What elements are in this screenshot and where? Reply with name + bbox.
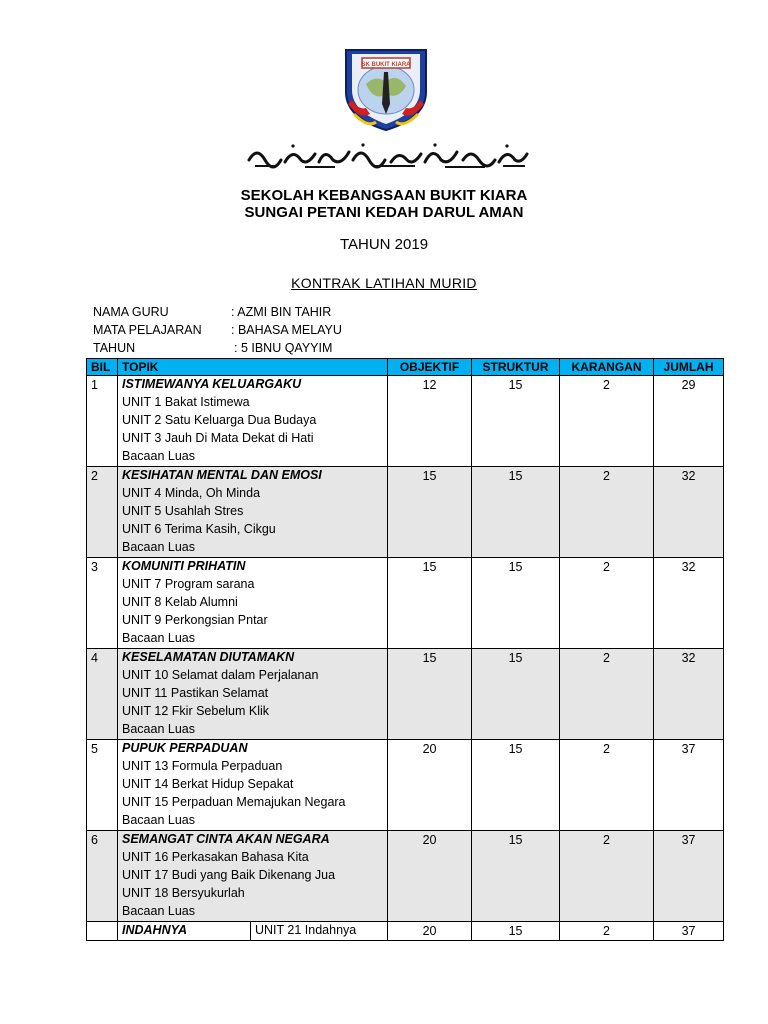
school-name: SEKOLAH KEBANGSAAN BUKIT KIARA [240, 187, 528, 204]
cell-topik [118, 649, 388, 740]
cell-bil: 6 [87, 831, 118, 922]
cell-topik [118, 831, 388, 922]
cell-jumlah: 29 [654, 376, 724, 467]
info-label: MATA PELAJARAN [93, 323, 202, 337]
cell-topik [118, 558, 388, 649]
cell-karangan: 2 [560, 467, 654, 558]
cell-karangan: 2 [560, 558, 654, 649]
table-row [87, 922, 724, 941]
cell-jumlah: 37 [654, 922, 724, 941]
table-row [87, 376, 724, 467]
unit-item: UNIT 21 Indahnya [255, 923, 357, 937]
unit-item: UNIT 4 Minda, Oh Minda [122, 486, 261, 500]
cell-topik [118, 376, 388, 467]
table-header-row [87, 359, 724, 376]
contract-title: KONTRAK LATIHAN MURID [291, 275, 477, 291]
cell-bil: 3 [87, 558, 118, 649]
header-bil: BIL [87, 359, 118, 376]
cell-jumlah: 37 [654, 831, 724, 922]
unit-item: Bacaan Luas [122, 449, 195, 463]
unit-item: UNIT 13 Formula Perpaduan [122, 759, 283, 773]
unit-item: UNIT 3 Jauh Di Mata Dekat di Hati [122, 431, 314, 445]
unit-item: UNIT 5 Usahlah Stres [122, 504, 244, 518]
info-label: TAHUN [93, 341, 136, 355]
cell-bil: 4 [87, 649, 118, 740]
cell-struktur: 15 [472, 467, 560, 558]
unit-item: UNIT 10 Selamat dalam Perjalanan [122, 668, 319, 682]
theme-title: PUPUK PERPADUAN [122, 741, 248, 755]
theme-title: INDAHNYA [122, 923, 188, 937]
info-subject [93, 323, 342, 337]
table-row [87, 467, 724, 558]
cell-karangan: 2 [560, 740, 654, 831]
unit-item: UNIT 8 Kelab Alumni [122, 595, 238, 609]
cell-objektif: 15 [388, 467, 472, 558]
cell-objektif: 20 [388, 922, 472, 941]
cell-objektif: 20 [388, 831, 472, 922]
info-value: : 5 IBNU QAYYIM [234, 341, 333, 355]
contract-table [86, 358, 724, 941]
cell-objektif: 12 [388, 376, 472, 467]
header-karangan: KARANGAN [560, 359, 654, 376]
cell-jumlah: 32 [654, 467, 724, 558]
cell-bil: 1 [87, 376, 118, 467]
info-value: : AZMI BIN TAHIR [231, 305, 332, 319]
header-objektif: OBJEKTIF [388, 359, 472, 376]
cell-unit [251, 922, 388, 941]
info-value: : BAHASA MELAYU [231, 323, 342, 337]
theme-title: SEMANGAT CINTA AKAN NEGARA [122, 832, 330, 846]
cell-objektif: 15 [388, 558, 472, 649]
unit-item: Bacaan Luas [122, 722, 195, 736]
cell-struktur: 15 [472, 376, 560, 467]
cell-topik [118, 922, 251, 941]
unit-item: UNIT 12 Fkir Sebelum Klik [122, 704, 270, 718]
cell-bil: 5 [87, 740, 118, 831]
unit-item: UNIT 6 Terima Kasih, Cikgu [122, 522, 276, 536]
unit-item: Bacaan Luas [122, 813, 195, 827]
theme-title: KESELAMATAN DIUTAMAKN [122, 650, 295, 664]
cell-jumlah: 32 [654, 558, 724, 649]
cell-objektif: 20 [388, 740, 472, 831]
cell-bil: 2 [87, 467, 118, 558]
cell-karangan: 2 [560, 376, 654, 467]
info-label: NAMA GURU [93, 305, 169, 319]
cell-jumlah: 32 [654, 649, 724, 740]
unit-item: UNIT 1 Bakat Istimewa [122, 395, 250, 409]
theme-title: KESIHATAN MENTAL DAN EMOSI [122, 468, 322, 482]
table-row [87, 740, 724, 831]
unit-item: UNIT 11 Pastikan Selamat [122, 686, 269, 700]
unit-item: Bacaan Luas [122, 904, 195, 918]
cell-topik [118, 740, 388, 831]
school-crest-logo [340, 44, 432, 132]
theme-title: ISTIMEWANYA KELUARGAKU [122, 377, 302, 391]
unit-item: UNIT 2 Satu Keluarga Dua Budaya [122, 413, 317, 427]
table-row [87, 558, 724, 649]
cell-struktur: 15 [472, 740, 560, 831]
cell-objektif: 15 [388, 649, 472, 740]
table-row [87, 649, 724, 740]
theme-title: KOMUNITI PRIHATIN [122, 559, 246, 573]
svg-text:SK BUKIT KIARA: SK BUKIT KIARA [361, 62, 411, 68]
cell-bil [87, 922, 118, 941]
cell-struktur: 15 [472, 922, 560, 941]
cell-jumlah: 37 [654, 740, 724, 831]
unit-item: UNIT 7 Program sarana [122, 577, 255, 591]
jawi-calligraphy-banner [245, 140, 530, 170]
cell-struktur: 15 [472, 831, 560, 922]
year-heading: TAHUN 2019 [339, 236, 429, 253]
info-teacher [93, 305, 331, 319]
unit-item: UNIT 16 Perkasakan Bahasa Kita [122, 850, 309, 864]
header-struktur: STRUKTUR [472, 359, 560, 376]
unit-item: Bacaan Luas [122, 540, 195, 554]
cell-struktur: 15 [472, 558, 560, 649]
school-address: SUNGAI PETANI KEDAH DARUL AMAN [244, 204, 524, 221]
cell-karangan: 2 [560, 831, 654, 922]
unit-item: UNIT 15 Perpaduan Memajukan Negara [122, 795, 346, 809]
cell-karangan: 2 [560, 922, 654, 941]
unit-item: Bacaan Luas [122, 631, 195, 645]
unit-item: UNIT 9 Perkongsian Pntar [122, 613, 268, 627]
cell-struktur: 15 [472, 649, 560, 740]
header-jumlah: JUMLAH [654, 359, 724, 376]
cell-karangan: 2 [560, 649, 654, 740]
table-row [87, 831, 724, 922]
unit-item: UNIT 14 Berkat Hidup Sepakat [122, 777, 294, 791]
cell-topik [118, 467, 388, 558]
unit-item: UNIT 17 Budi yang Baik Dikenang Jua [122, 868, 336, 882]
header-topik: TOPIK [118, 359, 388, 376]
info-class [93, 341, 332, 355]
unit-item: UNIT 18 Bersyukurlah [122, 886, 245, 900]
